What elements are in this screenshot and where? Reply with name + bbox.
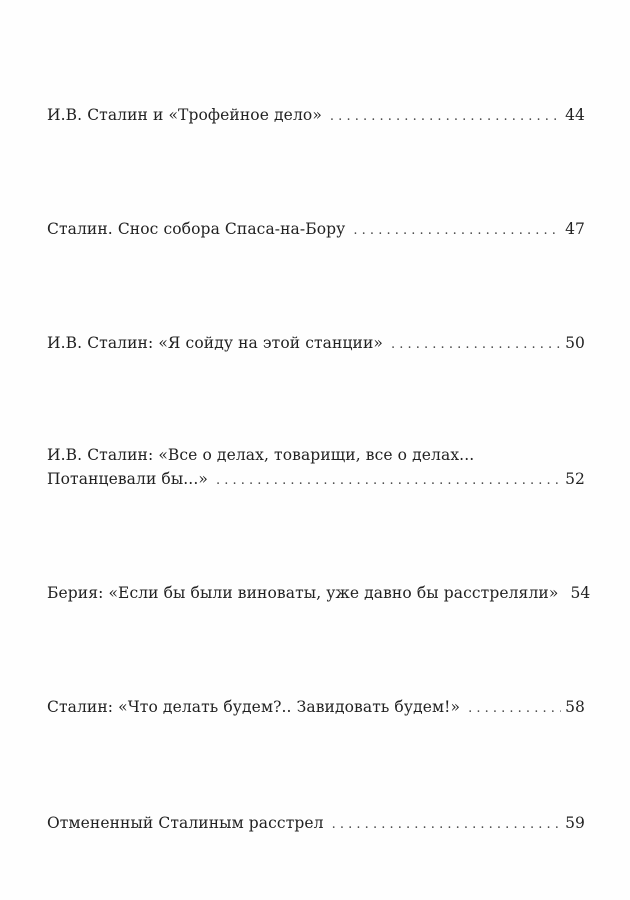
toc-entry-line <box>47 103 585 129</box>
toc-entry <box>47 443 585 493</box>
toc-leader-dots <box>468 697 561 721</box>
toc-entry <box>47 811 585 837</box>
toc-entry-page-number: 58 <box>565 698 585 716</box>
toc-entry-title: Потанцевали бы...» <box>47 470 208 488</box>
toc-entry <box>47 217 585 243</box>
toc-entry <box>47 103 585 129</box>
toc-entry-title: И.В. Сталин: «Я сойду на этой станции» <box>47 334 383 352</box>
toc-entry <box>47 581 591 607</box>
toc-entry-page-number: 52 <box>565 470 585 488</box>
toc-entry-line <box>47 467 585 493</box>
toc-entry-page-number: 44 <box>565 106 585 124</box>
toc-entry-title: Сталин. Снос собора Спаса-на-Бору <box>47 220 346 238</box>
toc-entry-title: Сталин: «Что делать будем?.. Завидовать будем!» <box>47 698 461 716</box>
toc-entry <box>47 331 585 357</box>
toc-entry-title: И.В. Сталин и «Трофейное дело» <box>47 106 322 124</box>
toc-entry <box>47 695 585 721</box>
toc-leader-dots <box>216 469 561 493</box>
toc-entry-page-number: 47 <box>565 220 585 238</box>
toc-leader-dots <box>353 219 561 243</box>
toc-entry-line <box>47 811 585 837</box>
toc-entry-line <box>47 695 585 721</box>
toc-leader-dots <box>332 813 561 837</box>
toc-leader-dots <box>391 333 561 357</box>
toc-entry-title-line1: И.В. Сталин: «Все о делах, товарищи, все о делах... <box>47 446 475 464</box>
toc-entry-line <box>47 581 591 607</box>
toc-leader-dots <box>330 105 561 129</box>
toc-entry-title: Берия: «Если бы были виноваты, уже давно бы расстреляли» <box>47 584 559 602</box>
toc-entry-line <box>47 217 585 243</box>
toc-entry-title: Отмененный Сталиным расстрел <box>47 814 324 832</box>
toc-entry-page-number: 50 <box>565 334 585 352</box>
toc-entry-line <box>47 331 585 357</box>
toc-entry-page-number: 54 <box>570 584 591 602</box>
toc-entry-page-number: 59 <box>565 814 585 832</box>
